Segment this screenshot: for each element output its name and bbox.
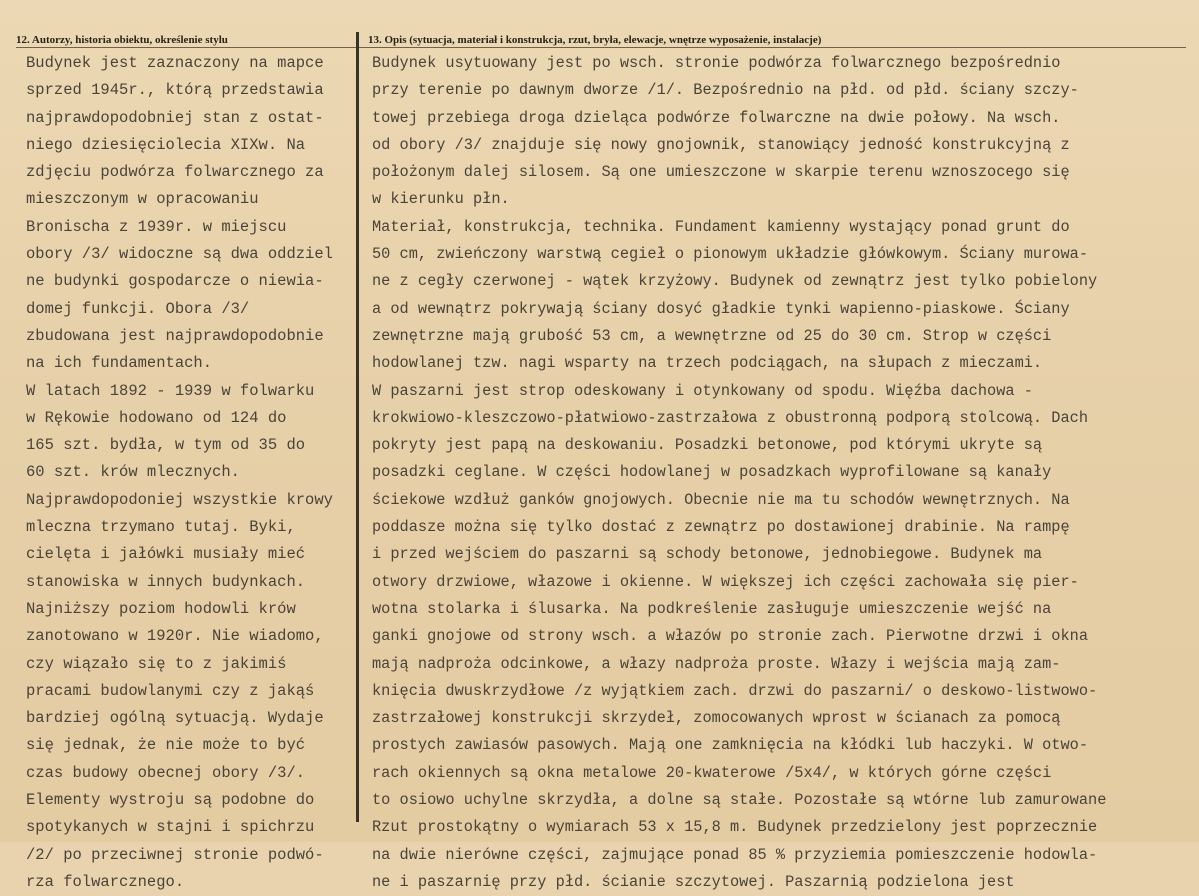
text-line: w kierunku płn. [372,190,510,209]
text-line: /2/ po przeciwnej stronie podwó- [26,845,324,864]
text-line: Najniższy poziom hodowli krów [26,599,296,618]
text-line: Rzut prostokątny o wymiarach 53 x 15,8 m. Budynek przedzielony jest poprzecznie [372,818,1098,837]
text-line: wotna stolarka i ślusarka. Na podkreślenie zasługuje umieszczenie wejść na [372,599,1052,618]
text-line: od obory /3/ znajduje się nowy gnojownik, stanowiący jedność konstrukcyjną z [372,135,1070,154]
text-line: zbudowana jest najprawdopodobnie [26,326,324,345]
text-line: 50 cm, zwieńczony warstwą cegieł o pionowym układzie główkowym. Ściany murowa- [372,245,1089,264]
text-line: przy terenie po dawnym dworze /1/. Bezpośrednio na płd. od płd. ściany szczy- [372,81,1079,100]
text-line: cielęta i jałówki musiały mieć [26,545,306,564]
text-line: się jednak, że nie może to być [26,736,306,755]
text-line: niego dziesięciolecia XIXw. Na [26,135,306,154]
text-line: poddasze można się tylko dostać z zewnątrz po dostawionej drabinie. Na rampę [372,518,1070,537]
text-line: to osiowo uchylne skrzydła, a dolne są stałe. Pozostałe są wtórne lub zamurowane [372,791,1107,810]
text-line: bardziej ogólną sytuacją. Wydaje [26,709,324,728]
text-line: zastrzałowej konstrukcji skrzydeł, zomocowanych wprost w ścianach za pomocą [372,709,1061,728]
text-line: mleczna trzymano tutaj. Byki, [26,518,296,537]
text-line: 60 szt. krów mlecznych. [26,463,240,482]
text-line: w Rękowie hodowano od 124 do [26,408,287,427]
text-line: ne z cegły czerwonej - wątek krzyżowy. Budynek od zewnątrz jest tylko pobielony [372,272,1098,291]
text-line: czas budowy obecnej obory /3/. [26,763,306,782]
text-line: Materiał, konstrukcja, technika. Fundament kamienny wystający ponad grunt do [372,217,1070,236]
text-line: knięcia dwuskrzydłowe /z wyjątkiem zach. drzwi do paszarni/ o deskowo-listwowo- [372,681,1098,700]
text-line: rach okiennych są okna metalowe 20-kwaterowe /5x4/, w których górne części [372,763,1052,782]
text-line: Najprawdopodoniej wszystkie krowy [26,490,333,509]
text-line: W latach 1892 - 1939 w folwarku [26,381,315,400]
text-line: pracami budowlanymi czy z jakąś [26,681,315,700]
text-line: Budynek jest zaznaczony na mapce [26,54,324,72]
text-line: czy wiązało się to z jakimiś [26,654,287,673]
text-line: i przed wejściem do paszarni są schody betonowe, jednobiegowe. Budynek ma [372,545,1043,564]
text-line: na ich fundamentach. [26,354,213,373]
column-divider [356,32,359,822]
text-line: otwory drzwiowe, włazowe i okienne. W większej ich części zachowała się pier- [372,572,1079,591]
header-rule [16,47,1186,48]
text-line: ganki gnojowe od strony wsch. a włazów po stronie zach. Pierwotne drzwi i okna [372,627,1089,646]
text-line: krokwiowo-kleszczowo-płatwiowo-zastrzałowa z obustronną podporą stolcową. Dach [372,408,1089,427]
text-line: rza folwarcznego. [26,872,185,891]
text-line: mieszczonym w opracowaniu [26,190,259,209]
text-line: zanotowano w 1920r. Nie wiadomo, [26,627,324,646]
text-line: stanowiska w innych budynkach. [26,572,306,591]
text-line: 165 szt. bydła, w tym od 35 do [26,436,306,455]
text-line: na dwie nierówne części, zajmujące ponad 85 % przyziemia pomieszczenie hodowla- [372,845,1098,864]
text-line: Budynek usytuowany jest po wsch. stronie podwórza folwarcznego bezpośrednio [372,54,1061,72]
text-line: Elementy wystroju są podobne do [26,791,315,810]
text-line: a od wewnątrz pokrywają ściany dosyć gładkie tynki wapienno-piaskowe. Ściany [372,299,1070,318]
text-line: pokryty jest papą na deskowaniu. Posadzki betonowe, pod którymi ukryte są [372,436,1043,455]
text-line: posadzki ceglane. W części hodowlanej w posadzkach wyprofilowane są kanały [372,463,1052,482]
text-line: mają nadproża odcinkowe, a włazy nadproża proste. Włazy i wejścia mają zam- [372,654,1061,673]
text-line: Bronischa z 1939r. w miejscu [26,217,287,236]
text-line: sprzed 1945r., którą przedstawia [26,81,324,100]
text-line: W paszarni jest strop odeskowany i otynkowany od spodu. Więźba dachowa - [372,381,1033,400]
left-column-header: 12. Autorzy, historia obiektu, określenie stylu [16,34,228,46]
text-line: towej przebiega droga dzieląca podwórze folwarczne na dwie połowy. Na wsch. [372,108,1061,127]
left-column-text [26,50,356,896]
text-line: zewnętrzne mają grubość 53 cm, a wewnętrzne od 25 do 30 cm. Strop w części [372,326,1052,345]
text-line: ne budynki gospodarcze o niewia- [26,272,324,291]
text-line: domej funkcji. Obora /3/ [26,299,250,318]
text-line: ne i paszarnię przy płd. ścianie szczytowej. Paszarnią podzielona jest [372,872,1015,891]
right-column-text [372,50,1198,896]
text-line: spotykanych w stajni i spichrzu [26,818,315,837]
text-line: hodowlanej tzw. nagi wsparty na trzech podciągach, na słupach z mieczami. [372,354,1043,373]
text-line: zdjęciu podwórza folwarcznego za [26,163,324,182]
text-line: ściekowe wzdłuż ganków gnojowych. Obecnie nie ma tu schodów wewnętrznych. Na [372,490,1070,509]
text-line: obory /3/ widoczne są dwa oddziel [26,245,333,264]
right-column-header: 13. Opis (sytuacja, materiał i konstrukcja, rzut, bryła, elewacje, wnętrze wyposażenie, instalacje) [368,34,822,46]
text-line: prostych zawiasów pasowych. Mają one zamknięcia na kłódki lub haczyki. W otwo- [372,736,1089,755]
text-line: położonym dalej silosem. Są one umieszczone w skarpie terenu wznoszocego się [372,163,1070,182]
text-line: najprawdopodobniej stan z ostat- [26,108,324,127]
